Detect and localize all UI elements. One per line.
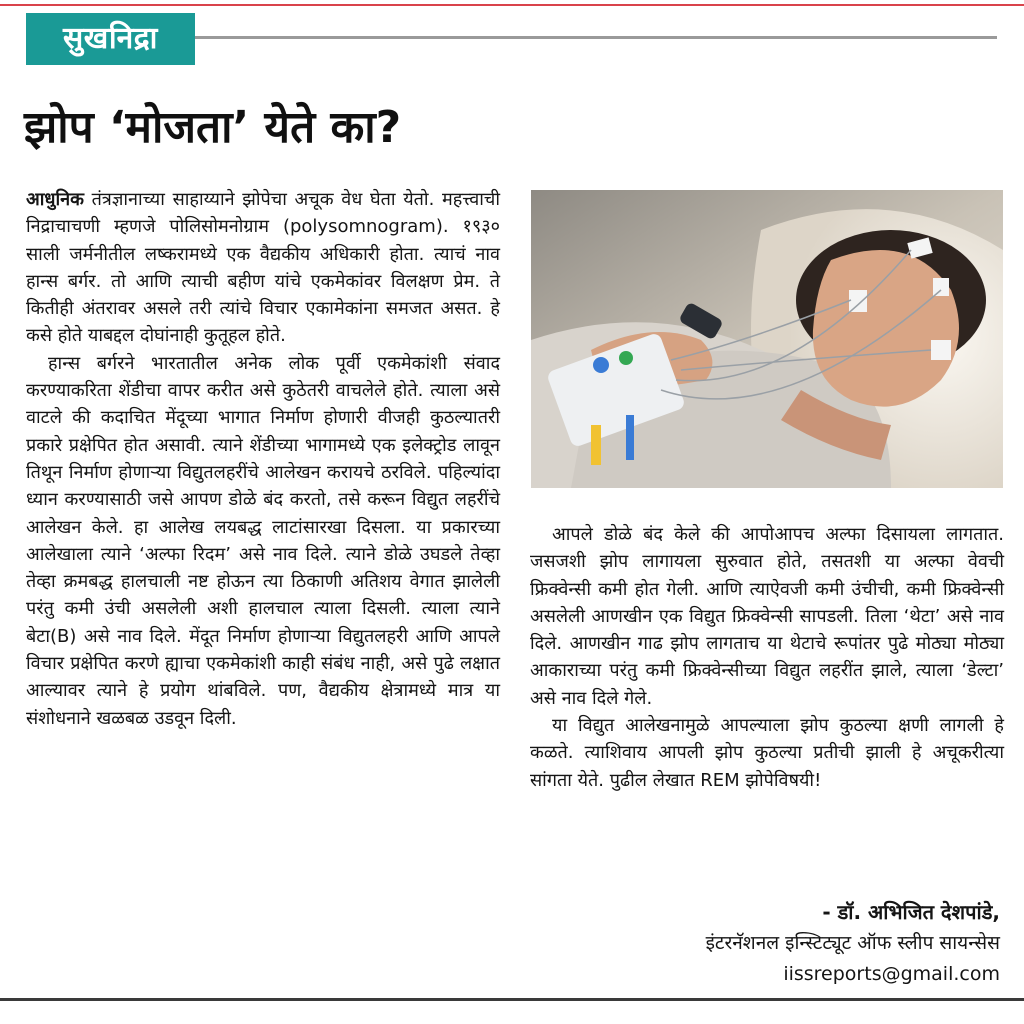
electrode-cheek [849, 290, 867, 312]
face [813, 250, 959, 407]
article-column-right [530, 521, 1004, 794]
yellow-cable [591, 425, 601, 465]
paragraph-4: या विद्युत आलेखनामुळे आपल्याला झोप कुठल्या क्षणी लागली हे कळते. त्याशिवाय आपली झोप कुठल्या प्रतीची झाली हे अचूकरीत्या सांगता येते. पुढील लेखात REM झोपेविषयी! [530, 715, 1004, 791]
paragraph-3: आपले डोळे बंद केले की आपोआपच अल्फा दिसायला लागतात. जसजशी झोप लागायला सुरुवात होते, तसतशी या अल्फा वेवची फ्रिक्वेन्सी कमी होत गेली. आणि त्याऐवजी कमी उंचीची, कमी फ्रिक्वेन्सी असलेली आणखीन एक विद्युत फ्रिक्वेन्सी सापडली. तिला ‘थेटा’ असे नाव दिले. आणखीन गाढ झोप लागताच या थेटाचे रूपांतर पुढे मोठ्या मोठ्या आकाराच्या परंतु कमी फ्रिक्वेन्सीच्या विद्युत लहरींत झाले, त्याला ‘डेल्टा’ असे नाव दिले गेले. [530, 524, 1004, 709]
headline: झोप ‘मोजता’ येते का? [24, 102, 402, 153]
section-divider [195, 36, 997, 39]
electrode-jaw [931, 340, 951, 360]
sleeping-patient-illustration [531, 190, 1003, 488]
author-email[interactable]: iissreports@gmail.com [783, 963, 1000, 985]
sleep-study-photo [531, 190, 1003, 488]
paragraph-1 [26, 186, 500, 350]
top-rule [0, 4, 1024, 6]
article-column-left [26, 186, 500, 732]
blue-cable [626, 415, 634, 460]
author-affiliation: इंटरनॅशनल इन्स्टिट्यूट ऑफ स्लीप सायन्सेस [705, 932, 1000, 954]
author-name: - डॉ. अभिजित देशपांडे, [822, 900, 1000, 924]
section-tag: सुखनिद्रा [26, 13, 195, 65]
lead-word: आधुनिक [26, 189, 84, 210]
byline [706, 897, 1000, 989]
paragraph-2: हान्स बर्गरने भारतातील अनेक लोक पूर्वी एकमेकांशी संवाद करण्याकरिता शेंडीचा वापर करीत असे कुठेतरी वाचलेले होते. त्याला असे वाटले की कदाचित मेंदूच्या भागात निर्माण होणारी वीजही कुठल्यातरी प्रकारे प्रक्षेपित होत असावी. त्याने शेंडीच्या भागामध्ये एक इलेक्ट्रोड लावून तिथून निर्माण होणाऱ्या विद्युतलहरींचे आलेखन करायचे ठरविले. पहिल्यांदा ध्यान करण्यासाठी जसे आपण डोळे बंद करतो, तसे करून विद्युत लहरींचे आलेखन केले. हा आलेख लयबद्ध लाटांसारखा दिसला. या प्रकारच्या आलेखाला त्याने ‘अल्फा रिदम’ असे नाव दिले. त्याने डोळे उघडले तेव्हा तेव्हा क्रमबद्ध हालचाली नष्ट होऊन त्या ठिकाणी अतिशय वेगात झालेली परंतु कमी उंची असलेली अशी हालचाल त्याला दिसली. त्याला त्याने बेटा(B) असे नाव दिले. मेंदूत निर्माण होणाऱ्या विद्युतलहरी आणि आपले विचार प्रक्षेपित करणे ह्याचा एकमेकांशी काही संबंध नाही, असे पुढे लक्षात आल्यावर त्याने हे प्रयोग थांबविले. पण, वैद्यकीय क्षेत्रामध्ये मात्र या संशोधनाने खळबळ उडवून दिली. [26, 352, 500, 729]
paragraph-1-text: तंत्रज्ञानाच्या साहाय्याने झोपेचा अचूक वेध घेता येतो. महत्त्वाची निद्राचाचणी म्हणजे पोलिसोमनोग्राम (polysomnogram). १९३० साली जर्मनीतील लष्करामध्ये एक वैद्यकीय अधिकारी होता. त्याचं नाव हान्स बर्गर. तो आणि त्याची बहीण यांचे एकमेकांवर विलक्षण प्रेम. ते कितीही अंतरावर असले तरी त्यांचे विचार एकामेकांना समजत असत. हे कसे होते याबद्दल दोघांनाही कुतूहल होते. [26, 189, 500, 347]
bottom-rule [0, 998, 1024, 1001]
